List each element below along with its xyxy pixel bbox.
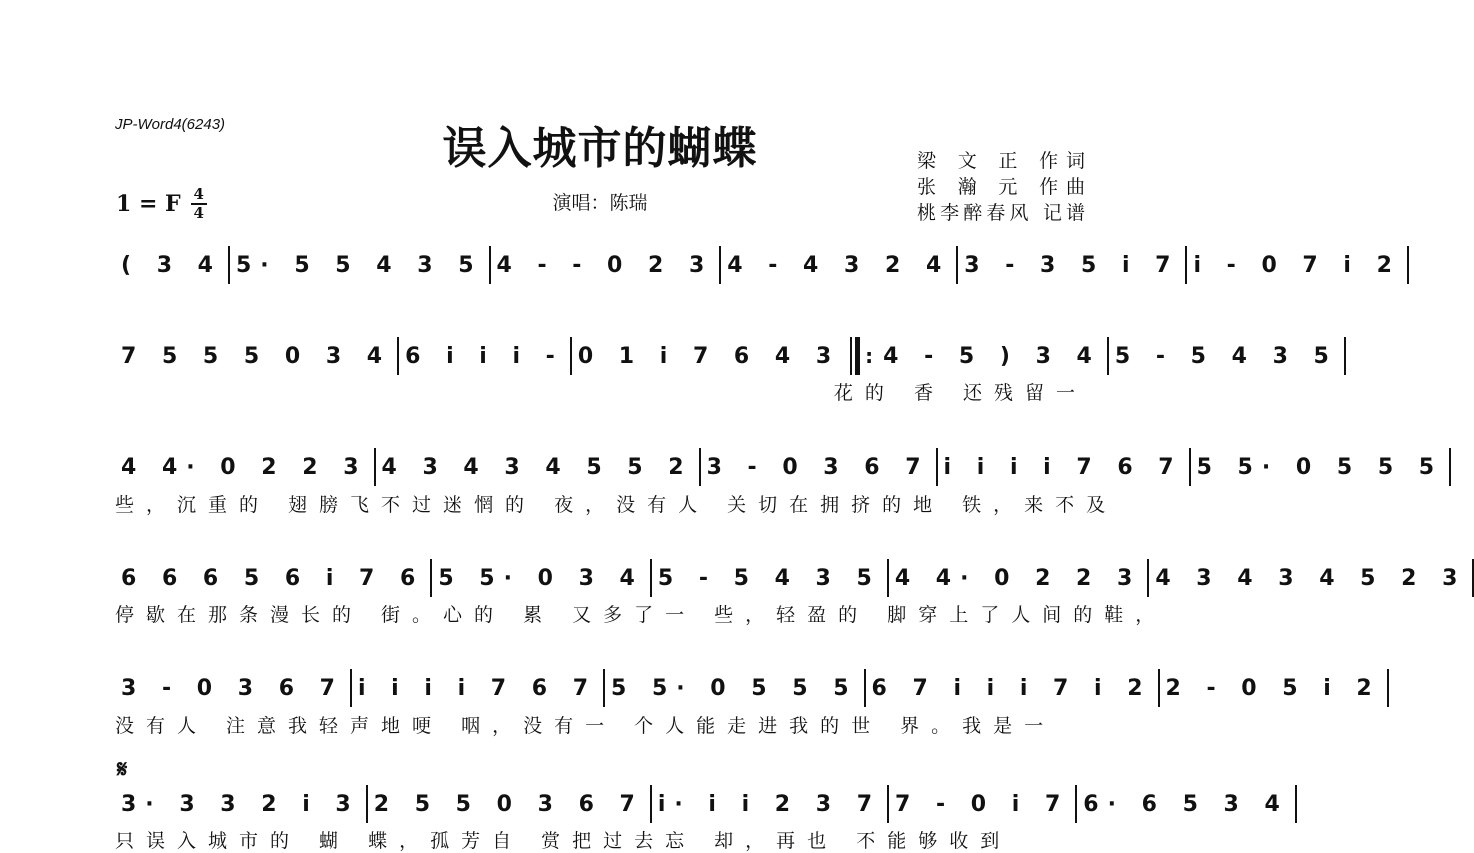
author-credits xyxy=(917,148,1085,226)
measure xyxy=(958,245,1185,285)
watermark-text: JP-Word4(6243) xyxy=(115,116,226,133)
measure xyxy=(889,784,1075,824)
measure-notes: 6· 6 5 3 4 xyxy=(1083,791,1289,817)
singer-credit: 演唱：陈瑞 xyxy=(552,192,648,214)
composer-credit: 张 瀚 元 作曲 xyxy=(917,176,1085,198)
barline xyxy=(1387,669,1389,707)
measure-notes: 4 4· 0 2 2 3 xyxy=(894,565,1142,591)
measure-notes: 3 - 0 3 6 7 xyxy=(706,454,930,480)
measure-notes: 5 5· 0 5 5 5 xyxy=(611,675,858,701)
measure xyxy=(938,447,1189,487)
measure xyxy=(115,668,350,708)
measure-notes: 4 - 4 3 2 4 xyxy=(727,252,951,278)
staff-row xyxy=(115,245,1401,285)
lyricist-credit: 梁 文 正 作词 xyxy=(917,150,1085,172)
measure xyxy=(115,245,228,285)
measure-notes: 7 - 0 i 7 xyxy=(895,791,1070,817)
measure-notes: 2 5 5 0 3 6 7 xyxy=(373,791,644,817)
staff-row xyxy=(115,784,1289,824)
measure xyxy=(115,558,430,598)
measure xyxy=(572,336,846,376)
lyric-line: 花的 香 还残留一 xyxy=(833,382,1087,404)
measure-notes: 5 - 5 4 3 5 xyxy=(657,565,881,591)
barline xyxy=(1295,785,1297,823)
measure-notes: 7 5 5 5 0 3 4 xyxy=(121,343,392,369)
lyric-line: 只误入城市的 蝴 蝶，孤芳自 赏把过去忘 却，再也 不能够收到 xyxy=(115,830,1012,852)
segno-sign: 𝄋 xyxy=(117,755,128,783)
time-signature-bottom: 4 xyxy=(193,204,204,222)
measure xyxy=(1077,784,1295,824)
measure xyxy=(432,558,650,598)
measure xyxy=(399,336,570,376)
staff-row xyxy=(115,336,1338,376)
measure-notes: i - 0 7 i 2 xyxy=(1193,252,1401,278)
measure-notes: 6 i i i - xyxy=(405,343,564,369)
measure xyxy=(605,668,864,708)
measure-notes: 4 4· 0 2 2 3 xyxy=(121,454,368,480)
lyric-line: 停歇在那条漫长的 街。心的 累 又多了一 些，轻盈的 脚穿上了人间的鞋， xyxy=(115,604,1167,626)
measure xyxy=(877,336,1107,376)
lyric-line: 些，沉重的 翅膀飞不过迷惘的 夜，没有人 关切在拥挤的地 铁，来不及 xyxy=(115,494,1118,516)
measure xyxy=(115,336,397,376)
barline xyxy=(1449,448,1451,486)
measure-notes: 3 - 3 5 i 7 xyxy=(964,252,1180,278)
measure xyxy=(889,558,1148,598)
measure-notes: i· i i 2 3 7 xyxy=(657,791,882,817)
measure-notes: i i i i 7 6 7 xyxy=(357,675,598,701)
repeat-start-barline: : xyxy=(846,337,877,375)
measure xyxy=(376,447,699,487)
measure xyxy=(1187,245,1406,285)
lyric-line: 没有人 注意我轻声地哽 咽，没有一 个人能走进我的世 界。我是一 xyxy=(115,715,1056,737)
measure xyxy=(721,245,956,285)
measure-notes: 2 - 0 5 i 2 xyxy=(1165,675,1381,701)
measure xyxy=(1160,668,1387,708)
time-signature-top: 4 xyxy=(193,185,204,203)
staff-row xyxy=(115,447,1444,487)
staff-row xyxy=(115,558,1467,598)
staff-row xyxy=(115,668,1381,708)
measure xyxy=(352,668,603,708)
measure xyxy=(1191,447,1450,487)
measure-notes: ( 3 4 xyxy=(121,252,222,278)
measure-notes: 4 3 4 3 4 5 2 3 xyxy=(1155,565,1467,591)
measure xyxy=(652,784,887,824)
measure xyxy=(1149,558,1472,598)
measure-notes: 3· 3 3 2 i 3 xyxy=(121,791,360,817)
measure-notes: 5 5· 0 5 5 5 xyxy=(1196,454,1444,480)
measure-notes: 6 7 i i i 7 i 2 xyxy=(871,675,1152,701)
measure xyxy=(230,245,489,285)
measure xyxy=(368,784,650,824)
measure xyxy=(652,558,887,598)
measure xyxy=(115,784,366,824)
measure-notes: 4 - - 0 2 3 xyxy=(496,252,714,278)
measure-notes: 5· 5 5 4 3 5 xyxy=(236,252,483,278)
transcriber-credit: 桃李醉春风 记谱 xyxy=(917,202,1085,224)
measure-notes: 3 - 0 3 6 7 xyxy=(121,675,344,701)
measure xyxy=(115,447,374,487)
song-title: 误入城市的蝴蝶 xyxy=(442,123,758,174)
measure-notes: 4 3 4 3 4 5 5 2 xyxy=(381,454,693,480)
measure-notes: 5 5· 0 3 4 xyxy=(438,565,644,591)
key-label: 1 = F xyxy=(116,191,181,217)
barline xyxy=(1407,246,1409,284)
measure xyxy=(491,245,720,285)
measure xyxy=(866,668,1158,708)
measure-notes: 4 - 5 ) 3 4 xyxy=(883,343,1101,369)
measure xyxy=(1109,336,1344,376)
barline xyxy=(1344,337,1346,375)
measure-notes: i i i i 7 6 7 xyxy=(943,454,1183,480)
measure xyxy=(701,447,936,487)
measure-notes: 6 6 6 5 6 i 7 6 xyxy=(121,565,425,591)
measure-notes: 0 1 i 7 6 4 3 xyxy=(577,343,841,369)
measure-notes: 5 - 5 4 3 5 xyxy=(1114,343,1338,369)
